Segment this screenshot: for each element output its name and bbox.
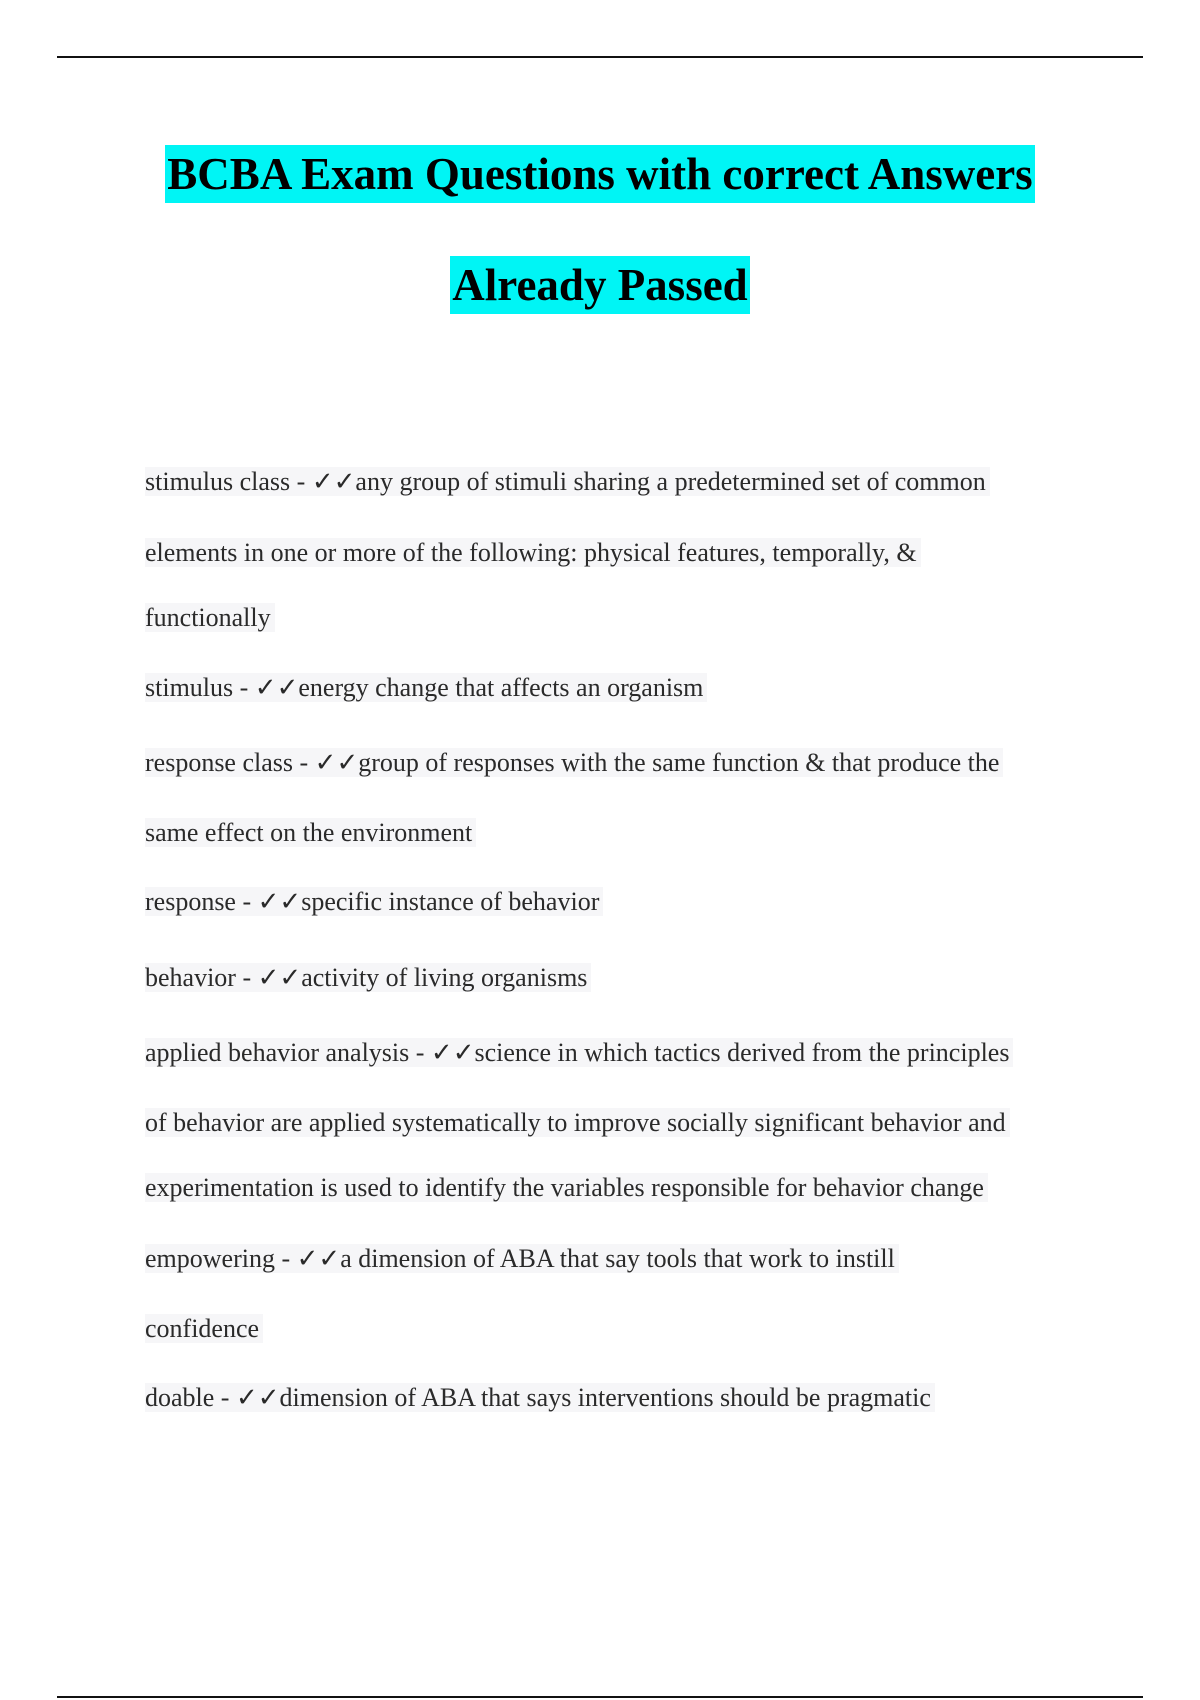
entry-line: [145, 743, 1003, 783]
entry-line: [145, 598, 275, 638]
title-line-2-container: [0, 256, 1200, 314]
entry-line: [145, 462, 990, 502]
entry-text: functionally: [145, 603, 275, 632]
entry-text: applied behavior analysis - ✓✓science in which tactics derived from the principles: [145, 1038, 1013, 1067]
entry-line: [145, 958, 591, 998]
entry-line: [145, 1309, 263, 1349]
entry-text: of behavior are applied systematically to improve socially significant behavior and: [145, 1108, 1010, 1137]
title-line-1-container: [0, 145, 1200, 203]
entry-line: [145, 882, 603, 922]
entry-text: empowering - ✓✓a dimension of ABA that say tools that work to instill: [145, 1244, 899, 1273]
entry-text: response - ✓✓specific instance of behavior: [145, 887, 603, 916]
entry-line: [145, 1103, 1010, 1143]
entry-text: behavior - ✓✓activity of living organisms: [145, 963, 591, 992]
entry-text: same effect on the environment: [145, 818, 476, 847]
header-rule: [57, 56, 1143, 58]
entry-text: confidence: [145, 1314, 263, 1343]
entry-line: [145, 668, 707, 708]
entry-line: [145, 1378, 935, 1418]
entry-line: [145, 1168, 988, 1208]
entry-line: [145, 813, 476, 853]
document-title-line-1: BCBA Exam Questions with correct Answers: [165, 145, 1034, 203]
entry-line: [145, 1239, 899, 1279]
document-title-line-2: Already Passed: [450, 256, 749, 314]
entry-text: elements in one or more of the following: physical features, temporally, &: [145, 538, 921, 567]
entry-text: response class - ✓✓group of responses with the same function & that produce the: [145, 748, 1003, 777]
entry-text: stimulus - ✓✓energy change that affects an organism: [145, 673, 707, 702]
footer-rule: [57, 1696, 1143, 1698]
entry-text: stimulus class - ✓✓any group of stimuli sharing a predetermined set of common: [145, 467, 990, 496]
entry-line: [145, 533, 921, 573]
entry-text: experimentation is used to identify the variables responsible for behavior change: [145, 1173, 988, 1202]
entry-text: doable - ✓✓dimension of ABA that says interventions should be pragmatic: [145, 1383, 935, 1412]
entry-line: [145, 1033, 1013, 1073]
